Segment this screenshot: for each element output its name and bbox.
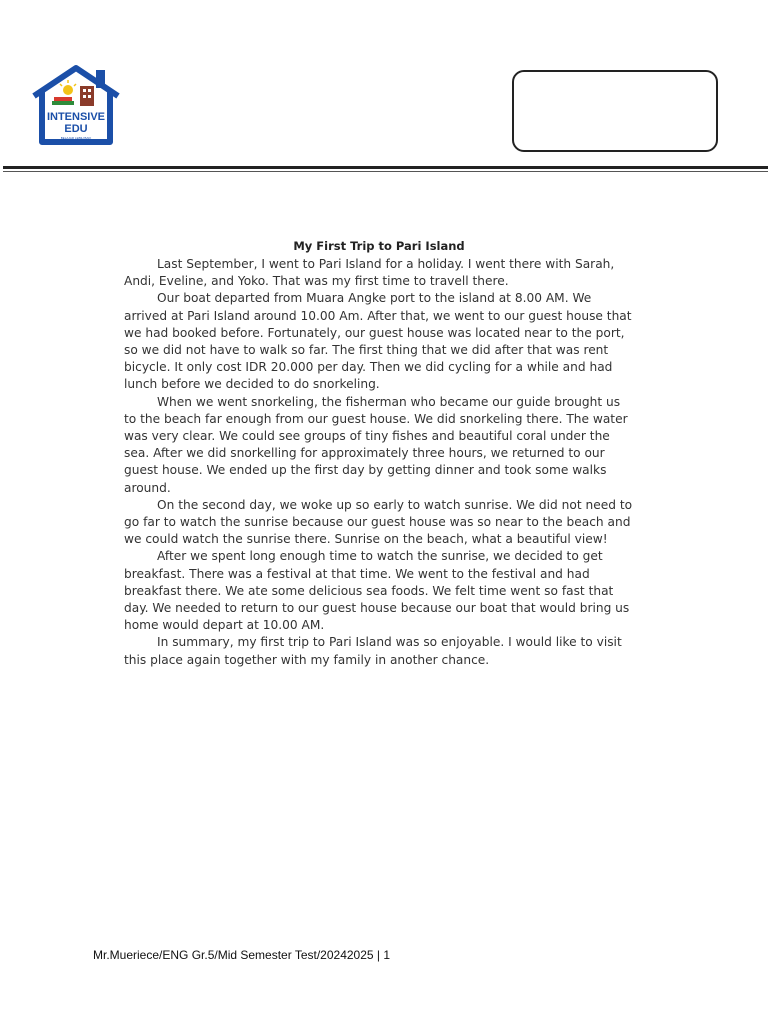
page-footer: Mr.Mueriece/ENG Gr.5/Mid Semester Test/20242025 | 1	[93, 948, 391, 962]
passage-paragraph-6: In summary, my first trip to Pari Island was so enjoyable. I would like to visit this place again together with my family in another chance.	[124, 635, 622, 667]
passage-paragraph-3: When we went snorkeling, the fisherman who became our guide brought us to the beach far enough from our guest house. We did snorkeling there. The water was very clear. We could see groups of tiny fishes and beautiful coral under the sea. After we did snorkelling for approximately three hours, we returned to our guest house. We ended up the first day by getting dinner and took some walks around.	[124, 394, 628, 495]
passage-paragraph-1: Last September, I went to Pari Island for a holiday. I went there with Sarah, Andi, Eveline, and Yoko. That was my first time to travell there.	[124, 257, 615, 289]
svg-text:BELAJAR LEBIH BAIK: BELAJAR LEBIH BAIK	[60, 136, 92, 140]
student-name-box[interactable]	[512, 70, 718, 152]
reading-passage	[124, 238, 634, 669]
passage-paragraph-4: On the second day, we woke up so early to watch sunrise. We did not need to go far to watch the sunrise because our guest house was so near to the beach and we could watch the sunrise there. Sunrise on the beach, what a beautiful view!	[124, 497, 633, 547]
svg-text:EDU: EDU	[64, 123, 88, 135]
svg-text:INTENSIVE: INTENSIVE	[46, 111, 106, 123]
intensive-edu-logo	[30, 64, 122, 148]
passage-paragraph-2: Our boat departed from Muara Angke port to the island at 8.00 AM. We arrived at Pari Island around 10.00 Am. After that, we went to our guest house that we had booked before. Fortunately, our guest house was located near to the port, so we did not have to walk so far. The first thing that we did after that was rent bicycle. It only cost IDR 20.000 per day. Then we did cycling for a while and had lunch before we decided to do snorkeling.	[124, 291, 632, 392]
passage-title: My First Trip to Pari Island	[293, 239, 465, 253]
header-divider	[3, 166, 768, 169]
header-divider-thin	[3, 171, 768, 172]
passage-paragraph-5: After we spent long enough time to watch the sunrise, we decided to get breakfast. There was a festival at that time. We went to the festival and had breakfast there. We ate some delicious sea foods. We felt time went so fast that day. We needed to return to our guest house because our boat that would bring us home would depart at 10.00 AM.	[124, 549, 630, 633]
